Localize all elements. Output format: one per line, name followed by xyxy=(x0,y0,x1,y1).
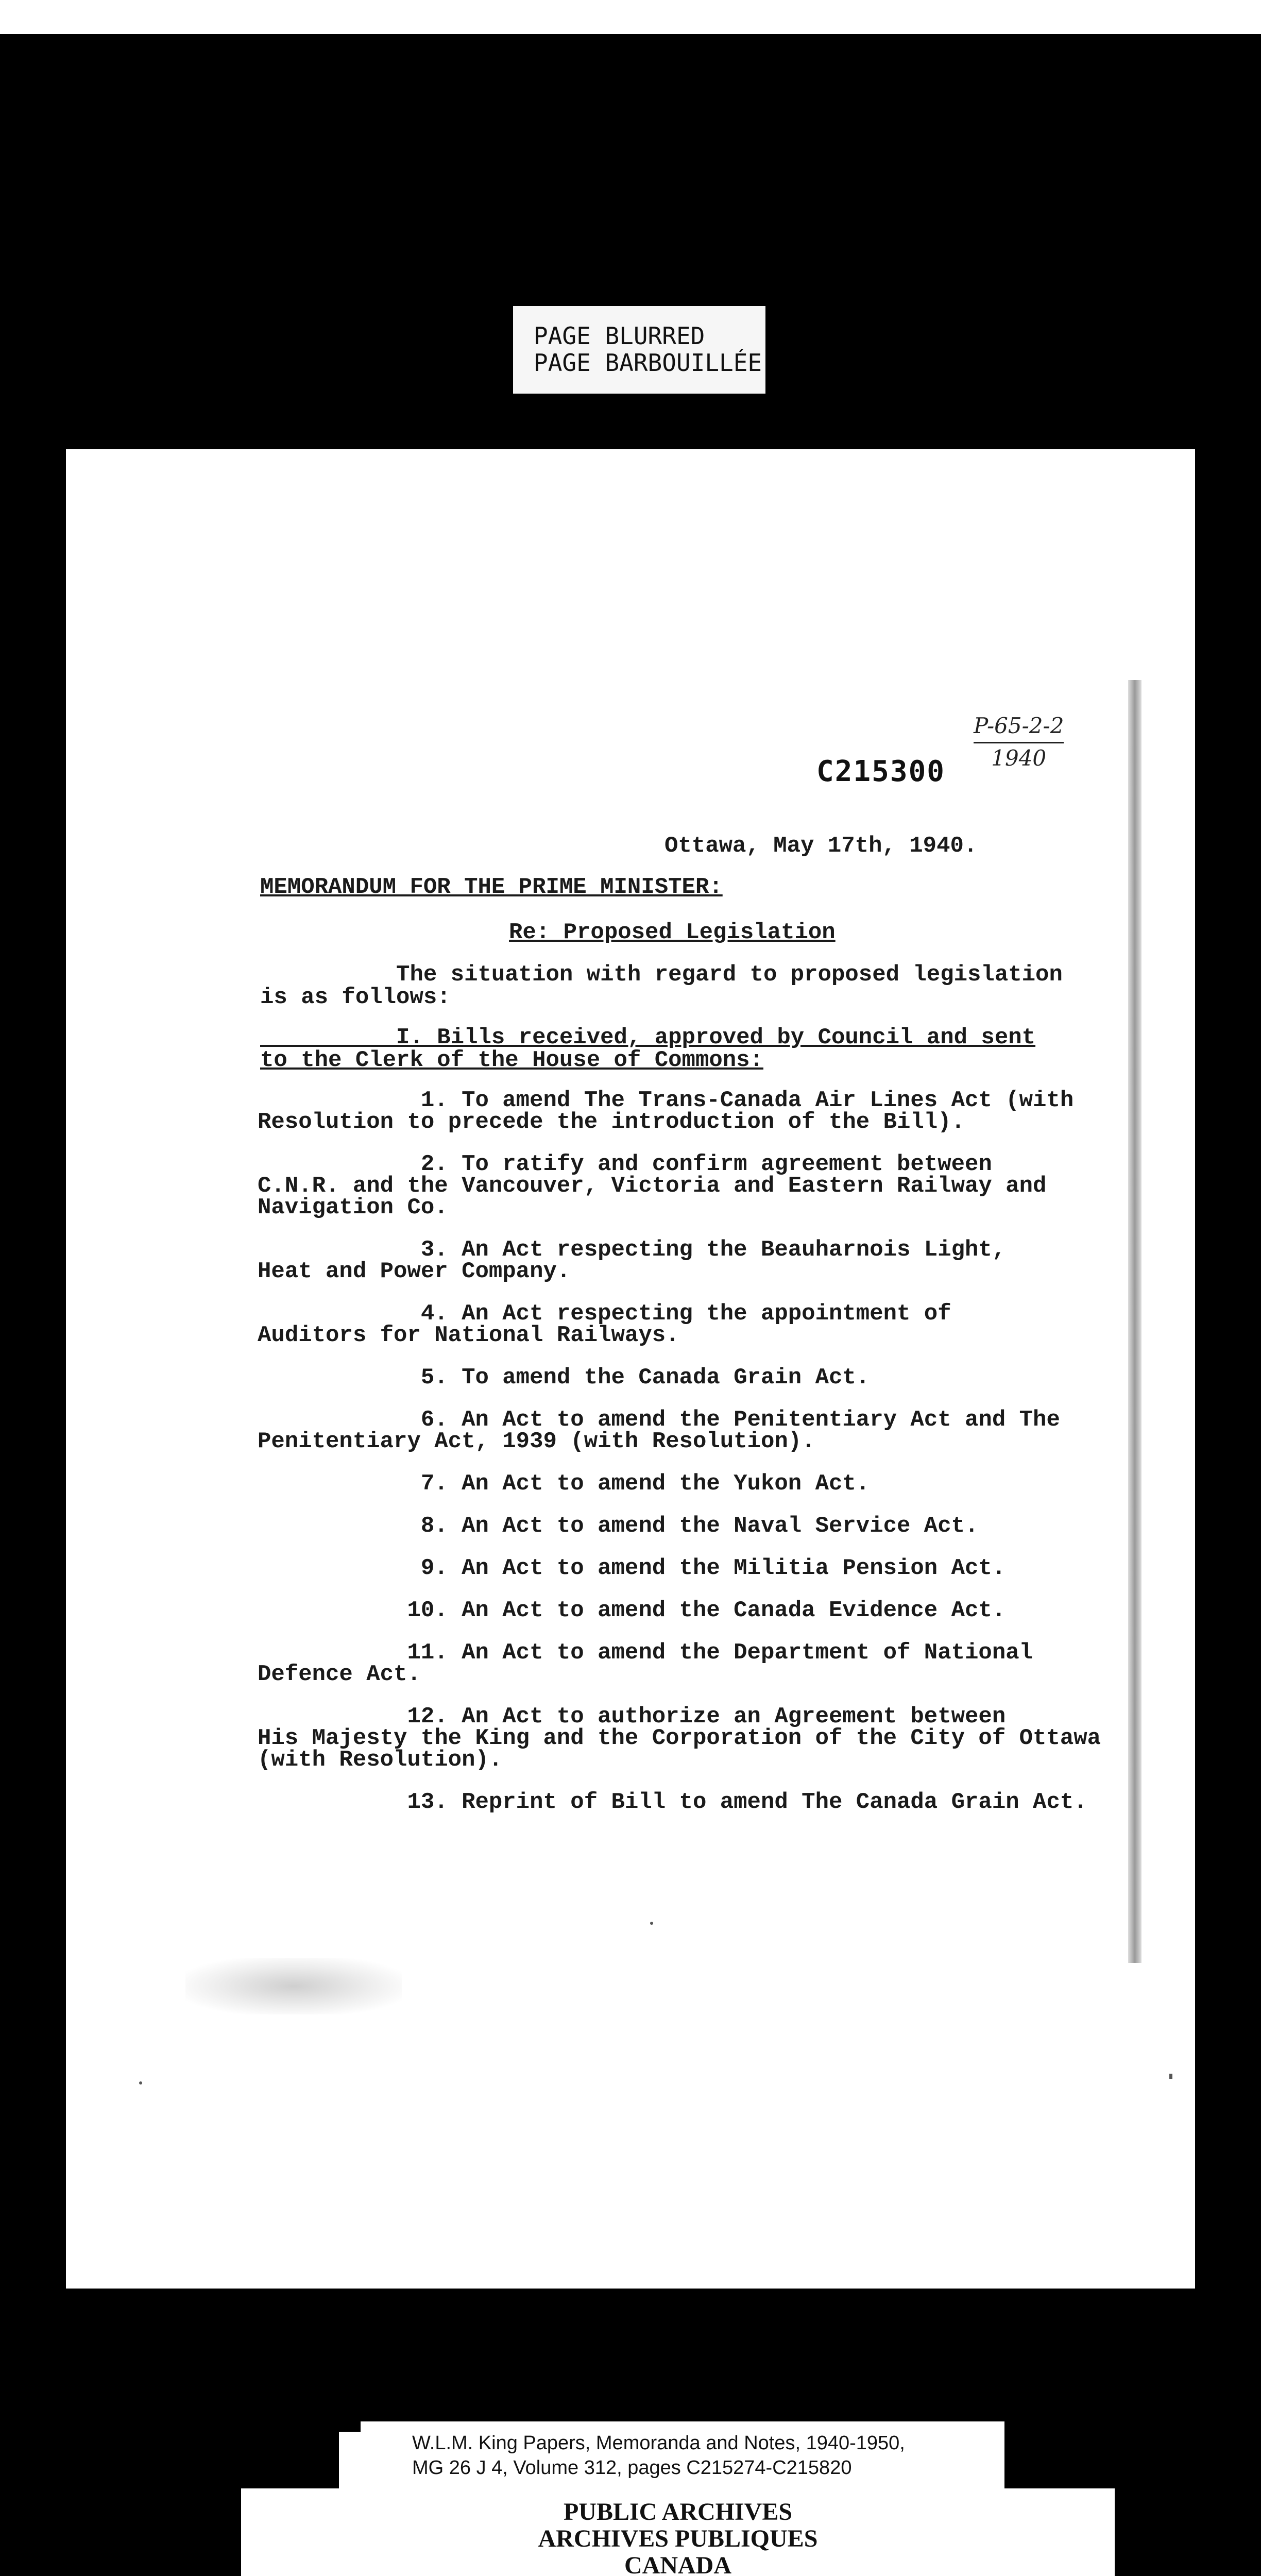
list-item: 5. To amend the Canada Grain Act. xyxy=(258,1365,870,1391)
reference-year: 1940 xyxy=(991,745,1047,771)
archives-label xyxy=(241,2499,1115,2576)
list-item: 10. An Act to amend the Canada Evidence Act. xyxy=(258,1598,1006,1623)
page-speck xyxy=(650,1922,653,1925)
archives-line2: ARCHIVES PUBLIQUES xyxy=(538,2525,818,2552)
page-smudge xyxy=(185,1958,402,2014)
handwritten-reference xyxy=(974,711,1064,773)
list-item: 8. An Act to amend the Naval Service Act. xyxy=(258,1513,979,1539)
page-edge-shadow xyxy=(1128,680,1141,1963)
archives-line3: CANADA xyxy=(624,2552,731,2576)
list-item: 6. An Act to amend the Penitentiary Act and The Penitentiary Act, 1939 (with Resolution). xyxy=(258,1407,1060,1454)
page-speck xyxy=(139,2081,142,2084)
card-notch-left xyxy=(241,2432,339,2488)
caption-line1: W.L.M. King Papers, Memoranda and Notes, 1940-1950, xyxy=(412,2432,905,2454)
top-margin xyxy=(0,0,1261,34)
section-heading: I. Bills received, approved by Council and sent to the Clerk of the House of Commons: xyxy=(260,1025,1036,1073)
page-speck xyxy=(1169,2074,1172,2079)
archive-stamp-number: C215300 xyxy=(816,755,946,788)
memo-subject: Re: Proposed Legislation xyxy=(509,920,836,945)
bill-list xyxy=(258,1088,1101,1834)
page-blurred-label xyxy=(513,306,765,394)
list-item: 4. An Act respecting the appointment of Auditors for National Railways. xyxy=(258,1301,951,1348)
list-item: 9. An Act to amend the Militia Pension Act. xyxy=(258,1555,1006,1581)
list-item: 7. An Act to amend the Yukon Act. xyxy=(258,1471,870,1497)
reference-file-number: P-65-2-2 xyxy=(974,711,1064,743)
memo-heading: MEMORANDUM FOR THE PRIME MINISTER: xyxy=(260,874,723,900)
blur-label-line1: PAGE BLURRED xyxy=(534,322,705,350)
card-notch-right xyxy=(1001,2432,1115,2488)
memo-date: Ottawa, May 17th, 1940. xyxy=(664,833,978,859)
list-item: 2. To ratify and confirm agreement between C.N.R. and the Vancouver, Victoria and Eastern Railway and Navigation Co. xyxy=(258,1151,1047,1221)
list-item: 1. To amend The Trans-Canada Air Lines Act (with Resolution to precede the introduction of the Bill). xyxy=(258,1088,1074,1135)
list-item: 3. An Act respecting the Beauharnois Light, Heat and Power Company. xyxy=(258,1237,1006,1284)
list-item: 12. An Act to authorize an Agreement between His Majesty the King and the Corporation of the City of Ottawa (with Resolution). xyxy=(258,1704,1101,1773)
collection-caption xyxy=(361,2421,1004,2488)
list-item: 11. An Act to amend the Department of National Defence Act. xyxy=(258,1640,1033,1687)
archives-line1: PUBLIC ARCHIVES xyxy=(563,2498,793,2526)
list-item: 13. Reprint of Bill to amend The Canada Grain Act. xyxy=(258,1789,1087,1815)
blur-label-line2: PAGE BARBOUILLÉE xyxy=(534,349,762,377)
memo-intro: The situation with regard to proposed legislation is as follows: xyxy=(260,962,1063,1010)
caption-line2: MG 26 J 4, Volume 312, pages C215274-C215820 xyxy=(412,2457,852,2479)
